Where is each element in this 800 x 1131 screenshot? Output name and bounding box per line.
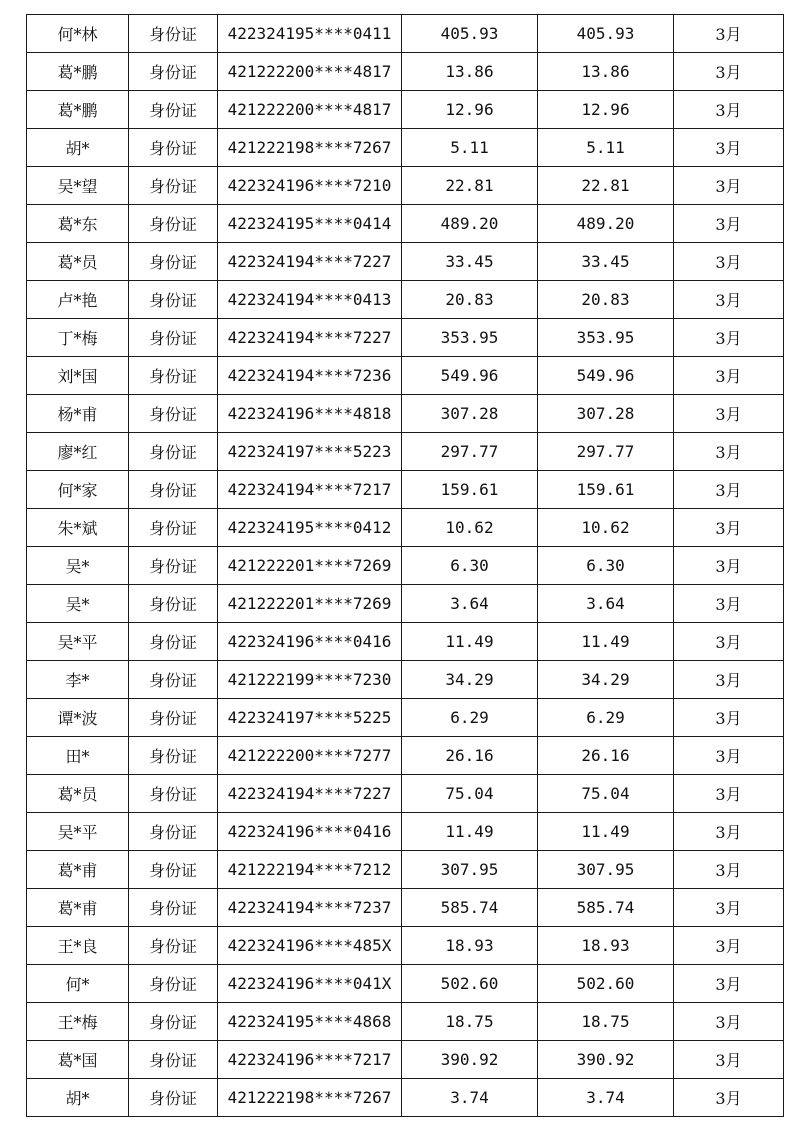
amount-cell: 11.49 — [402, 623, 538, 661]
month-cell: 3月 — [674, 167, 784, 205]
amount-paid-cell: 3.74 — [538, 1079, 674, 1117]
amount-cell: 3.64 — [402, 585, 538, 623]
id-number-cell: 422324194****7227 — [218, 775, 402, 813]
id-type-cell: 身份证 — [129, 737, 218, 775]
id-number-cell: 422324197****5223 — [218, 433, 402, 471]
amount-cell: 489.20 — [402, 205, 538, 243]
amount-paid-cell: 5.11 — [538, 129, 674, 167]
table-row — [27, 889, 784, 927]
amount-paid-cell: 33.45 — [538, 243, 674, 281]
month-cell: 3月 — [674, 205, 784, 243]
id-number-cell: 422324196****485X — [218, 927, 402, 965]
month-cell: 3月 — [674, 813, 784, 851]
name-cell: 吴*平 — [27, 813, 129, 851]
table-row — [27, 357, 784, 395]
month-cell: 3月 — [674, 889, 784, 927]
amount-paid-cell: 6.30 — [538, 547, 674, 585]
table-row — [27, 243, 784, 281]
name-cell: 吴* — [27, 547, 129, 585]
amount-paid-cell: 307.28 — [538, 395, 674, 433]
amount-paid-cell: 11.49 — [538, 623, 674, 661]
id-number-cell: 422324196****0416 — [218, 623, 402, 661]
name-cell: 田* — [27, 737, 129, 775]
name-cell: 吴*望 — [27, 167, 129, 205]
name-cell: 王*良 — [27, 927, 129, 965]
table-row — [27, 319, 784, 357]
table-row — [27, 53, 784, 91]
month-cell: 3月 — [674, 1079, 784, 1117]
month-cell: 3月 — [674, 471, 784, 509]
id-type-cell: 身份证 — [129, 357, 218, 395]
month-cell: 3月 — [674, 851, 784, 889]
name-cell: 廖*红 — [27, 433, 129, 471]
id-type-cell: 身份证 — [129, 129, 218, 167]
id-number-cell: 422324194****7236 — [218, 357, 402, 395]
name-cell: 丁*梅 — [27, 319, 129, 357]
amount-paid-cell: 297.77 — [538, 433, 674, 471]
month-cell: 3月 — [674, 737, 784, 775]
amount-paid-cell: 405.93 — [538, 15, 674, 53]
table-row — [27, 281, 784, 319]
amount-paid-cell: 26.16 — [538, 737, 674, 775]
amount-paid-cell: 20.83 — [538, 281, 674, 319]
id-type-cell: 身份证 — [129, 509, 218, 547]
id-number-cell: 422324195****0414 — [218, 205, 402, 243]
amount-paid-cell: 6.29 — [538, 699, 674, 737]
amount-paid-cell: 549.96 — [538, 357, 674, 395]
amount-paid-cell: 18.75 — [538, 1003, 674, 1041]
amount-cell: 18.93 — [402, 927, 538, 965]
id-type-cell: 身份证 — [129, 395, 218, 433]
table-row — [27, 1079, 784, 1117]
id-type-cell: 身份证 — [129, 813, 218, 851]
id-number-cell: 421222201****7269 — [218, 585, 402, 623]
name-cell: 何* — [27, 965, 129, 1003]
name-cell: 葛*员 — [27, 775, 129, 813]
id-number-cell: 422324196****7210 — [218, 167, 402, 205]
table-row — [27, 851, 784, 889]
id-type-cell: 身份证 — [129, 53, 218, 91]
table-row — [27, 623, 784, 661]
amount-paid-cell: 13.86 — [538, 53, 674, 91]
document-page — [26, 14, 777, 1117]
table-row — [27, 509, 784, 547]
id-number-cell: 422324194****7237 — [218, 889, 402, 927]
amount-cell: 22.81 — [402, 167, 538, 205]
table-row — [27, 167, 784, 205]
id-type-cell: 身份证 — [129, 243, 218, 281]
amount-cell: 10.62 — [402, 509, 538, 547]
month-cell: 3月 — [674, 433, 784, 471]
amount-cell: 12.96 — [402, 91, 538, 129]
amount-cell: 585.74 — [402, 889, 538, 927]
name-cell: 朱*斌 — [27, 509, 129, 547]
id-number-cell: 422324196****0416 — [218, 813, 402, 851]
id-number-cell: 422324195****0412 — [218, 509, 402, 547]
amount-cell: 3.74 — [402, 1079, 538, 1117]
id-type-cell: 身份证 — [129, 1003, 218, 1041]
id-number-cell: 422324196****7217 — [218, 1041, 402, 1079]
id-type-cell: 身份证 — [129, 471, 218, 509]
id-type-cell: 身份证 — [129, 205, 218, 243]
month-cell: 3月 — [674, 15, 784, 53]
table-row — [27, 471, 784, 509]
amount-cell: 75.04 — [402, 775, 538, 813]
amount-paid-cell: 307.95 — [538, 851, 674, 889]
name-cell: 葛*鹏 — [27, 91, 129, 129]
amount-paid-cell: 3.64 — [538, 585, 674, 623]
amount-cell: 390.92 — [402, 1041, 538, 1079]
name-cell: 吴*平 — [27, 623, 129, 661]
id-number-cell: 421222200****4817 — [218, 91, 402, 129]
amount-paid-cell: 75.04 — [538, 775, 674, 813]
id-type-cell: 身份证 — [129, 167, 218, 205]
month-cell: 3月 — [674, 281, 784, 319]
name-cell: 葛*员 — [27, 243, 129, 281]
id-type-cell: 身份证 — [129, 433, 218, 471]
id-number-cell: 421222198****7267 — [218, 129, 402, 167]
id-type-cell: 身份证 — [129, 851, 218, 889]
month-cell: 3月 — [674, 319, 784, 357]
id-number-cell: 421222198****7267 — [218, 1079, 402, 1117]
amount-paid-cell: 11.49 — [538, 813, 674, 851]
id-type-cell: 身份证 — [129, 623, 218, 661]
table-row — [27, 737, 784, 775]
amount-cell: 307.95 — [402, 851, 538, 889]
id-number-cell: 422324194****7227 — [218, 243, 402, 281]
amount-paid-cell: 159.61 — [538, 471, 674, 509]
amount-cell: 307.28 — [402, 395, 538, 433]
id-type-cell: 身份证 — [129, 927, 218, 965]
id-type-cell: 身份证 — [129, 91, 218, 129]
table-row — [27, 91, 784, 129]
month-cell: 3月 — [674, 623, 784, 661]
table-row — [27, 585, 784, 623]
month-cell: 3月 — [674, 775, 784, 813]
month-cell: 3月 — [674, 965, 784, 1003]
table-row — [27, 433, 784, 471]
amount-cell: 13.86 — [402, 53, 538, 91]
table-row — [27, 1041, 784, 1079]
id-number-cell: 421222199****7230 — [218, 661, 402, 699]
amount-cell: 5.11 — [402, 129, 538, 167]
month-cell: 3月 — [674, 53, 784, 91]
name-cell: 王*梅 — [27, 1003, 129, 1041]
id-number-cell: 422324197****5225 — [218, 699, 402, 737]
id-number-cell: 422324195****0411 — [218, 15, 402, 53]
records-table-body — [27, 15, 784, 1117]
id-type-cell: 身份证 — [129, 1079, 218, 1117]
id-number-cell: 422324196****4818 — [218, 395, 402, 433]
amount-cell: 20.83 — [402, 281, 538, 319]
month-cell: 3月 — [674, 91, 784, 129]
amount-paid-cell: 502.60 — [538, 965, 674, 1003]
amount-paid-cell: 390.92 — [538, 1041, 674, 1079]
amount-cell: 502.60 — [402, 965, 538, 1003]
table-row — [27, 927, 784, 965]
id-type-cell: 身份证 — [129, 585, 218, 623]
name-cell: 李* — [27, 661, 129, 699]
id-type-cell: 身份证 — [129, 889, 218, 927]
month-cell: 3月 — [674, 395, 784, 433]
id-number-cell: 422324196****041X — [218, 965, 402, 1003]
name-cell: 葛*国 — [27, 1041, 129, 1079]
name-cell: 杨*甫 — [27, 395, 129, 433]
id-type-cell: 身份证 — [129, 1041, 218, 1079]
name-cell: 胡* — [27, 129, 129, 167]
month-cell: 3月 — [674, 357, 784, 395]
table-row — [27, 699, 784, 737]
amount-cell: 549.96 — [402, 357, 538, 395]
amount-cell: 353.95 — [402, 319, 538, 357]
month-cell: 3月 — [674, 927, 784, 965]
amount-paid-cell: 34.29 — [538, 661, 674, 699]
table-row — [27, 395, 784, 433]
table-row — [27, 965, 784, 1003]
table-row — [27, 205, 784, 243]
id-type-cell: 身份证 — [129, 281, 218, 319]
name-cell: 胡* — [27, 1079, 129, 1117]
month-cell: 3月 — [674, 129, 784, 167]
id-number-cell: 422324194****7227 — [218, 319, 402, 357]
id-type-cell: 身份证 — [129, 775, 218, 813]
id-type-cell: 身份证 — [129, 319, 218, 357]
name-cell: 葛*甫 — [27, 851, 129, 889]
table-row — [27, 547, 784, 585]
amount-paid-cell: 10.62 — [538, 509, 674, 547]
table-row — [27, 15, 784, 53]
name-cell: 吴* — [27, 585, 129, 623]
amount-paid-cell: 585.74 — [538, 889, 674, 927]
amount-cell: 297.77 — [402, 433, 538, 471]
amount-paid-cell: 22.81 — [538, 167, 674, 205]
records-table — [26, 14, 784, 1117]
amount-paid-cell: 12.96 — [538, 91, 674, 129]
amount-cell: 26.16 — [402, 737, 538, 775]
month-cell: 3月 — [674, 1003, 784, 1041]
id-type-cell: 身份证 — [129, 661, 218, 699]
month-cell: 3月 — [674, 1041, 784, 1079]
table-row — [27, 1003, 784, 1041]
month-cell: 3月 — [674, 547, 784, 585]
amount-paid-cell: 18.93 — [538, 927, 674, 965]
amount-cell: 11.49 — [402, 813, 538, 851]
id-type-cell: 身份证 — [129, 15, 218, 53]
id-type-cell: 身份证 — [129, 965, 218, 1003]
amount-paid-cell: 489.20 — [538, 205, 674, 243]
table-row — [27, 775, 784, 813]
month-cell: 3月 — [674, 661, 784, 699]
month-cell: 3月 — [674, 243, 784, 281]
table-row — [27, 661, 784, 699]
name-cell: 何*林 — [27, 15, 129, 53]
id-number-cell: 422324194****7217 — [218, 471, 402, 509]
id-type-cell: 身份证 — [129, 547, 218, 585]
id-number-cell: 421222201****7269 — [218, 547, 402, 585]
month-cell: 3月 — [674, 509, 784, 547]
name-cell: 葛*东 — [27, 205, 129, 243]
month-cell: 3月 — [674, 699, 784, 737]
amount-cell: 34.29 — [402, 661, 538, 699]
id-type-cell: 身份证 — [129, 699, 218, 737]
amount-paid-cell: 353.95 — [538, 319, 674, 357]
amount-cell: 405.93 — [402, 15, 538, 53]
month-cell: 3月 — [674, 585, 784, 623]
name-cell: 谭*波 — [27, 699, 129, 737]
id-number-cell: 421222194****7212 — [218, 851, 402, 889]
name-cell: 何*家 — [27, 471, 129, 509]
id-number-cell: 422324195****4868 — [218, 1003, 402, 1041]
amount-cell: 6.30 — [402, 547, 538, 585]
amount-cell: 6.29 — [402, 699, 538, 737]
name-cell: 葛*甫 — [27, 889, 129, 927]
amount-cell: 18.75 — [402, 1003, 538, 1041]
amount-cell: 33.45 — [402, 243, 538, 281]
id-number-cell: 421222200****4817 — [218, 53, 402, 91]
amount-cell: 159.61 — [402, 471, 538, 509]
id-number-cell: 421222200****7277 — [218, 737, 402, 775]
name-cell: 刘*国 — [27, 357, 129, 395]
name-cell: 葛*鹏 — [27, 53, 129, 91]
table-row — [27, 813, 784, 851]
name-cell: 卢*艳 — [27, 281, 129, 319]
id-number-cell: 422324194****0413 — [218, 281, 402, 319]
table-row — [27, 129, 784, 167]
